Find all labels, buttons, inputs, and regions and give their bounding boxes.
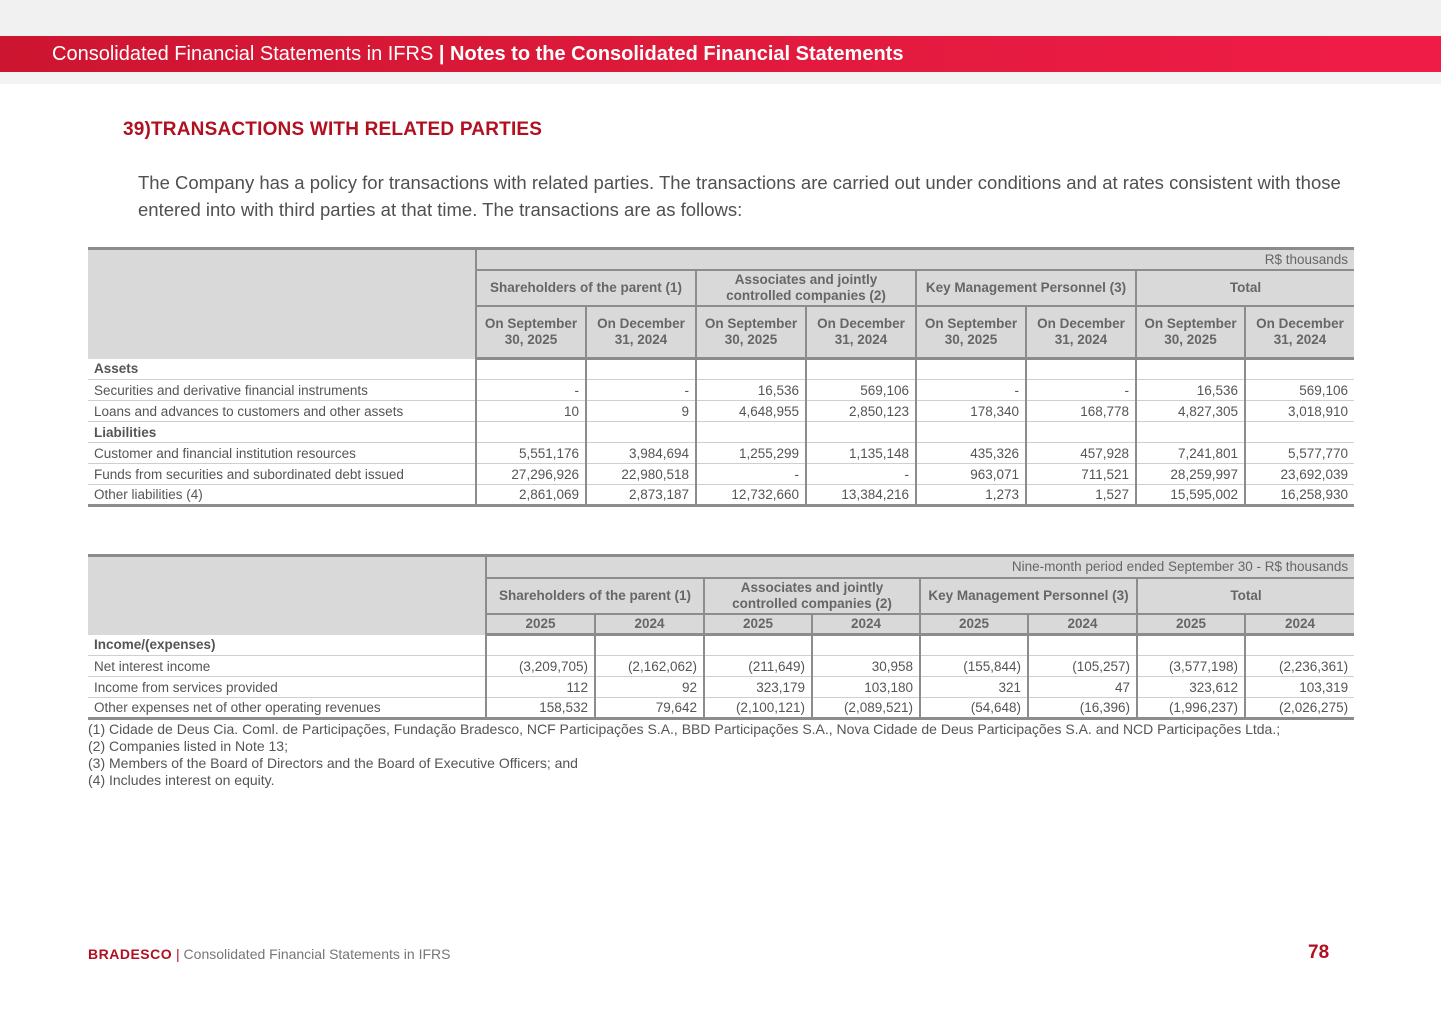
table2-group-total: Total (1137, 578, 1354, 614)
value-cell: (211,649) (704, 656, 812, 677)
value-cell (1245, 359, 1354, 380)
table-row (88, 635, 1354, 656)
value-cell: 2,873,187 (586, 485, 696, 506)
intro-paragraph: The Company has a policy for transactions with related parties. The transactions are carried out under conditions and at rates consistent with those entered into with third parties at that time. The transactions are as follows: (138, 172, 1341, 220)
value-cell: 323,179 (704, 677, 812, 698)
table-row (88, 401, 1354, 422)
header-right-text: Notes to the Consolidated Financial Statements (450, 43, 904, 65)
row-label: Other liabilities (4) (88, 485, 476, 506)
value-cell: 16,258,930 (1245, 485, 1354, 506)
table-row (88, 380, 1354, 401)
value-cell: (2,026,275) (1245, 698, 1354, 719)
value-cell: 569,106 (806, 380, 916, 401)
table-row (88, 698, 1354, 719)
table1-subheader: On December 31, 2024 (806, 306, 916, 359)
value-cell: 158,532 (486, 698, 595, 719)
value-cell: 1,135,148 (806, 443, 916, 464)
row-label: Customer and financial institution resources (88, 443, 476, 464)
table1-group-total: Total (1136, 270, 1354, 306)
value-cell: (2,100,121) (704, 698, 812, 719)
table1-group-key-management: Key Management Personnel (3) (916, 270, 1136, 306)
value-cell: 4,827,305 (1136, 401, 1245, 422)
value-cell (1136, 359, 1245, 380)
table1-subheader: On September 30, 2025 (696, 306, 806, 359)
value-cell: 103,319 (1245, 677, 1354, 698)
table2-group-shareholders: Shareholders of the parent (1) (486, 578, 704, 614)
row-label: Liabilities (88, 422, 476, 443)
table1-group-shareholders: Shareholders of the parent (1) (476, 270, 696, 306)
table-row (88, 359, 1354, 380)
row-label: Funds from securities and subordinated debt issued (88, 464, 476, 485)
value-cell: 13,384,216 (806, 485, 916, 506)
table2-subheader: 2025 (486, 614, 595, 635)
value-cell: 16,536 (696, 380, 806, 401)
value-cell: 16,536 (1136, 380, 1245, 401)
table2-unit: Nine-month period ended September 30 - R$ thousands (486, 556, 1354, 578)
footnote-4: (4) Includes interest on equity. (88, 772, 275, 788)
table2-subheader: 2025 (1137, 614, 1245, 635)
value-cell (1028, 635, 1137, 656)
value-cell: (1,996,237) (1137, 698, 1245, 719)
footnote-2: (2) Companies listed in Note 13; (88, 738, 288, 754)
value-cell: (2,089,521) (812, 698, 920, 719)
value-cell: 178,340 (916, 401, 1026, 422)
value-cell: 12,732,660 (696, 485, 806, 506)
balance-table (88, 247, 1354, 507)
table1-group-associates: Associates and jointly controlled companies (2) (696, 270, 916, 306)
table1-subheader: On September 30, 2025 (916, 306, 1026, 359)
table2-subheader: 2025 (704, 614, 812, 635)
value-cell: 4,648,955 (696, 401, 806, 422)
value-cell: 23,692,039 (1245, 464, 1354, 485)
value-cell: 1,255,299 (696, 443, 806, 464)
value-cell (920, 635, 1028, 656)
footer-separator: | (176, 946, 180, 962)
value-cell: 569,106 (1245, 380, 1354, 401)
value-cell (916, 422, 1026, 443)
value-cell: - (1026, 380, 1136, 401)
value-cell: (16,396) (1028, 698, 1137, 719)
table1-subheader: On September 30, 2025 (1136, 306, 1245, 359)
table1-unit: R$ thousands (476, 249, 1354, 270)
value-cell: 457,928 (1026, 443, 1136, 464)
row-label: Income/(expenses) (88, 635, 486, 656)
value-cell: 3,984,694 (586, 443, 696, 464)
value-cell: 1,527 (1026, 485, 1136, 506)
value-cell: 22,980,518 (586, 464, 696, 485)
table1-subheader: On December 31, 2024 (1245, 306, 1354, 359)
value-cell (1245, 422, 1354, 443)
value-cell: 27,296,926 (476, 464, 586, 485)
table1-corner (88, 249, 476, 359)
row-label: Loans and advances to customers and other assets (88, 401, 476, 422)
table-row (88, 656, 1354, 677)
value-cell: 711,521 (1026, 464, 1136, 485)
value-cell: 47 (1028, 677, 1137, 698)
table-row (88, 677, 1354, 698)
header-separator: | (438, 43, 445, 65)
value-cell: 92 (595, 677, 704, 698)
income-table (88, 554, 1354, 720)
table1-subheader: On December 31, 2024 (1026, 306, 1136, 359)
value-cell: (105,257) (1028, 656, 1137, 677)
value-cell: 2,861,069 (476, 485, 586, 506)
section-title-text: TRANSACTIONS WITH RELATED PARTIES (151, 119, 543, 140)
value-cell (806, 422, 916, 443)
header-left-text: Consolidated Financial Statements in IFRS (52, 43, 434, 65)
row-label: Income from services provided (88, 677, 486, 698)
page-number: 78 (1308, 942, 1330, 963)
value-cell: 5,577,770 (1245, 443, 1354, 464)
table2-group-associates: Associates and jointly controlled companies (2) (704, 578, 920, 614)
row-label: Securities and derivative financial instruments (88, 380, 476, 401)
row-label: Assets (88, 359, 476, 380)
value-cell: 1,273 (916, 485, 1026, 506)
value-cell: 323,612 (1137, 677, 1245, 698)
value-cell: (54,648) (920, 698, 1028, 719)
value-cell: - (696, 464, 806, 485)
value-cell: 30,958 (812, 656, 920, 677)
value-cell (476, 422, 586, 443)
header-banner (0, 36, 1441, 72)
table1-subheader: On September 30, 2025 (476, 306, 586, 359)
value-cell: 10 (476, 401, 586, 422)
value-cell (696, 359, 806, 380)
value-cell: (2,162,062) (595, 656, 704, 677)
table2-subheader: 2024 (595, 614, 704, 635)
row-label: Other expenses net of other operating revenues (88, 698, 486, 719)
value-cell: 168,778 (1026, 401, 1136, 422)
value-cell (1137, 635, 1245, 656)
value-cell (812, 635, 920, 656)
value-cell: - (916, 380, 1026, 401)
value-cell (586, 422, 696, 443)
table2-corner (88, 556, 486, 635)
value-cell: 435,326 (916, 443, 1026, 464)
table2-group-key-management: Key Management Personnel (3) (920, 578, 1137, 614)
table-row (88, 422, 1354, 443)
footnotes (88, 721, 1280, 789)
value-cell: 79,642 (595, 698, 704, 719)
value-cell: 7,241,801 (1136, 443, 1245, 464)
banner-shadow (0, 72, 1441, 84)
value-cell (1026, 422, 1136, 443)
value-cell: - (586, 380, 696, 401)
table-row (88, 443, 1354, 464)
value-cell: - (476, 380, 586, 401)
value-cell: 2,850,123 (806, 401, 916, 422)
value-cell (595, 635, 704, 656)
section-title (94, 119, 542, 141)
value-cell: 321 (920, 677, 1028, 698)
footer-brand: BRADESCO (88, 946, 173, 962)
value-cell (476, 359, 586, 380)
value-cell (806, 359, 916, 380)
value-cell (696, 422, 806, 443)
value-cell: 28,259,997 (1136, 464, 1245, 485)
value-cell: 963,071 (916, 464, 1026, 485)
table2-subheader: 2024 (1028, 614, 1137, 635)
section-number: 39) (122, 119, 151, 140)
value-cell (704, 635, 812, 656)
value-cell: (3,209,705) (486, 656, 595, 677)
table-row (88, 485, 1354, 506)
value-cell: 112 (486, 677, 595, 698)
value-cell: (2,236,361) (1245, 656, 1354, 677)
value-cell (1136, 422, 1245, 443)
table1-subheader: On December 31, 2024 (586, 306, 696, 359)
footer-text: Consolidated Financial Statements in IFRS (183, 946, 451, 962)
value-cell: (3,577,198) (1137, 656, 1245, 677)
row-label: Net interest income (88, 656, 486, 677)
value-cell (486, 635, 595, 656)
value-cell (1026, 359, 1136, 380)
value-cell: 9 (586, 401, 696, 422)
table2-subheader: 2024 (812, 614, 920, 635)
value-cell (916, 359, 1026, 380)
value-cell: (155,844) (920, 656, 1028, 677)
value-cell: 3,018,910 (1245, 401, 1354, 422)
value-cell (1245, 635, 1354, 656)
value-cell (586, 359, 696, 380)
value-cell: - (806, 464, 916, 485)
value-cell: 5,551,176 (476, 443, 586, 464)
value-cell: 15,595,002 (1136, 485, 1245, 506)
value-cell: 103,180 (812, 677, 920, 698)
footnote-3: (3) Members of the Board of Directors and the Board of Executive Officers; and (88, 755, 578, 771)
footnote-1: (1) Cidade de Deus Cia. Coml. de Participações, Fundação Bradesco, NCF Participações S.A., BBD Participações S.A., Nova Cidade de Deus Participações S.A. and NCD Participações Ltda.; (88, 721, 1281, 737)
table2-subheader: 2025 (920, 614, 1028, 635)
table2-subheader: 2024 (1245, 614, 1354, 635)
top-strip (0, 0, 1441, 36)
footer (88, 946, 450, 962)
table-row (88, 464, 1354, 485)
